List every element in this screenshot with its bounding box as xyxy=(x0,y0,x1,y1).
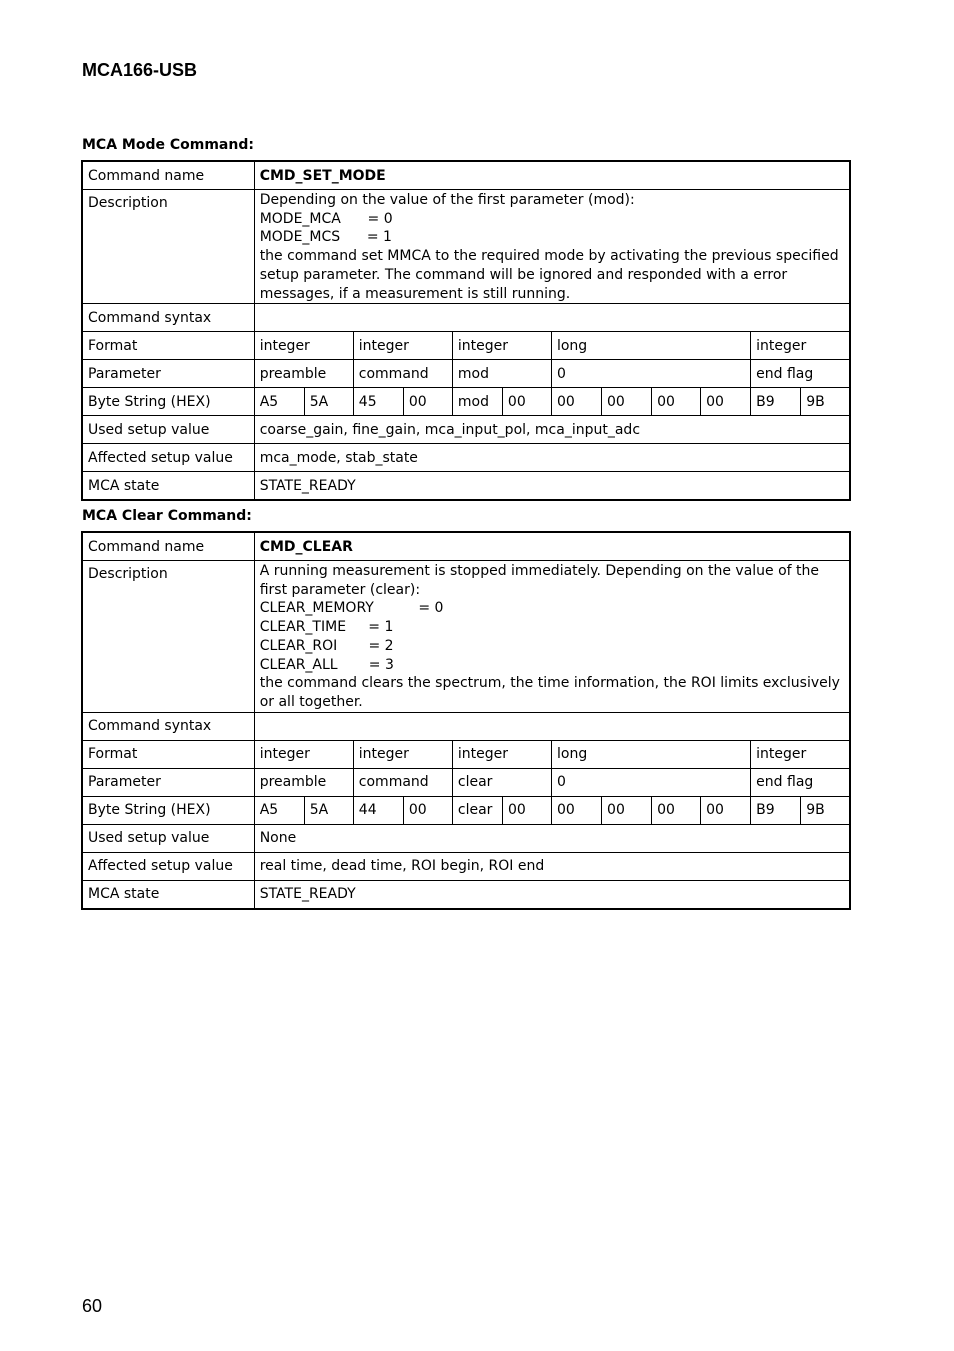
format-cell: integer xyxy=(353,740,452,768)
byte-cell: 00 xyxy=(502,796,551,824)
description-intro: A running measurement is stopped immediately. Depending on the value of the first parameter (clear): xyxy=(259,563,820,598)
byte-cell: 00 xyxy=(701,796,751,824)
byte-cell: 00 xyxy=(502,388,551,416)
label-affected-setup: Affected setup value xyxy=(82,444,254,472)
row-parameter xyxy=(82,360,850,388)
description-intro: Depending on the value of the first parameter (mod): xyxy=(259,192,635,208)
used-setup-value: coarse_gain, fine_gain, mca_input_pol, mca_input_adc xyxy=(254,416,850,444)
mode-command-table xyxy=(81,160,851,501)
byte-cell: 5A xyxy=(304,796,353,824)
format-cell: integer xyxy=(452,740,551,768)
row-mca-state xyxy=(82,472,850,501)
description-line: CLEAR_ALL = 3 xyxy=(259,656,394,673)
affected-setup-value: real time, dead time, ROI begin, ROI end xyxy=(254,852,850,880)
label-command-name: Command name xyxy=(82,161,254,190)
row-description xyxy=(82,561,850,713)
label-description: Description xyxy=(82,561,254,713)
row-command-name xyxy=(82,532,850,561)
command-syntax-value xyxy=(254,304,850,332)
label-used-setup: Used setup value xyxy=(82,824,254,852)
parameter-cell: end flag xyxy=(751,360,850,388)
section-title-mode: MCA Mode Command: xyxy=(82,137,254,153)
format-cell: long xyxy=(551,740,750,768)
row-affected-setup xyxy=(82,444,850,472)
byte-cell: B9 xyxy=(751,796,801,824)
label-mca-state: MCA state xyxy=(82,472,254,501)
byte-cell: 45 xyxy=(353,388,403,416)
description-outro: the command set MMCA to the required mode by activating the previous specified setup parameter. The command will be ignored and responded with a error messages, if a measurement is still running. xyxy=(259,248,839,302)
description-outro: the command clears the spectrum, the time information, the ROI limits exclusively or all together. xyxy=(259,675,840,710)
byte-cell: mod xyxy=(452,388,502,416)
page-number: 60 xyxy=(82,1296,103,1316)
label-command-syntax: Command syntax xyxy=(82,304,254,332)
parameter-cell: preamble xyxy=(254,768,353,796)
label-used-setup: Used setup value xyxy=(82,416,254,444)
description-line: CLEAR_MEMORY = 0 xyxy=(259,600,444,617)
command-name-value: CMD_SET_MODE xyxy=(254,161,850,190)
byte-cell: 00 xyxy=(551,796,601,824)
format-cell: integer xyxy=(254,740,353,768)
label-format: Format xyxy=(82,740,254,768)
byte-cell: 9B xyxy=(801,388,850,416)
byte-cell: 9B xyxy=(801,796,850,824)
label-command-syntax: Command syntax xyxy=(82,712,254,740)
byte-cell: 44 xyxy=(353,796,403,824)
label-parameter: Parameter xyxy=(82,360,254,388)
parameter-cell: 0 xyxy=(551,360,750,388)
byte-cell: 5A xyxy=(304,388,353,416)
label-format: Format xyxy=(82,332,254,360)
description-value xyxy=(254,190,850,304)
byte-cell: 00 xyxy=(602,796,652,824)
byte-cell: 00 xyxy=(701,388,751,416)
parameter-cell: end flag xyxy=(751,768,850,796)
affected-setup-value: mca_mode, stab_state xyxy=(254,444,850,472)
parameter-cell: command xyxy=(353,768,452,796)
row-parameter xyxy=(82,768,850,796)
label-parameter: Parameter xyxy=(82,768,254,796)
label-affected-setup: Affected setup value xyxy=(82,852,254,880)
row-format xyxy=(82,332,850,360)
format-cell: integer xyxy=(254,332,353,360)
description-line: MODE_MCS = 1 xyxy=(259,229,392,246)
byte-cell: 00 xyxy=(403,388,452,416)
parameter-cell: 0 xyxy=(551,768,750,796)
parameter-cell: command xyxy=(353,360,452,388)
row-command-syntax xyxy=(82,712,850,740)
row-format xyxy=(82,740,850,768)
row-command-name xyxy=(82,161,850,190)
parameter-cell: preamble xyxy=(254,360,353,388)
label-description: Description xyxy=(82,190,254,304)
command-name-value: CMD_CLEAR xyxy=(254,532,850,561)
clear-command-table xyxy=(81,531,851,910)
description-line: CLEAR_TIME = 1 xyxy=(259,619,394,636)
label-command-name: Command name xyxy=(82,532,254,561)
byte-cell: 00 xyxy=(652,796,701,824)
command-syntax-value xyxy=(254,712,850,740)
description-value xyxy=(254,561,850,713)
byte-cell: A5 xyxy=(254,796,304,824)
mca-state-value: STATE_READY xyxy=(254,880,850,909)
row-mca-state xyxy=(82,880,850,909)
row-used-setup xyxy=(82,824,850,852)
row-byte-string xyxy=(82,796,850,824)
row-command-syntax xyxy=(82,304,850,332)
byte-cell: 00 xyxy=(551,388,601,416)
byte-cell: clear xyxy=(452,796,502,824)
parameter-cell: clear xyxy=(452,768,551,796)
byte-cell: A5 xyxy=(254,388,304,416)
byte-cell: B9 xyxy=(751,388,801,416)
document-header-title: MCA166-USB xyxy=(82,60,198,80)
description-line: MODE_MCA = 0 xyxy=(259,210,393,227)
byte-cell: 00 xyxy=(652,388,701,416)
format-cell: integer xyxy=(751,740,850,768)
parameter-cell: mod xyxy=(452,360,551,388)
byte-cell: 00 xyxy=(602,388,652,416)
format-cell: long xyxy=(551,332,750,360)
label-byte-string: Byte String (HEX) xyxy=(82,796,254,824)
label-mca-state: MCA state xyxy=(82,880,254,909)
row-byte-string xyxy=(82,388,850,416)
label-byte-string: Byte String (HEX) xyxy=(82,388,254,416)
format-cell: integer xyxy=(353,332,452,360)
byte-cell: 00 xyxy=(403,796,452,824)
section-title-clear: MCA Clear Command: xyxy=(82,508,252,524)
used-setup-value: None xyxy=(254,824,850,852)
description-line: CLEAR_ROI = 2 xyxy=(259,637,394,654)
row-used-setup xyxy=(82,416,850,444)
row-affected-setup xyxy=(82,852,850,880)
mca-state-value: STATE_READY xyxy=(254,472,850,501)
row-description xyxy=(82,190,850,304)
format-cell: integer xyxy=(452,332,551,360)
format-cell: integer xyxy=(751,332,850,360)
